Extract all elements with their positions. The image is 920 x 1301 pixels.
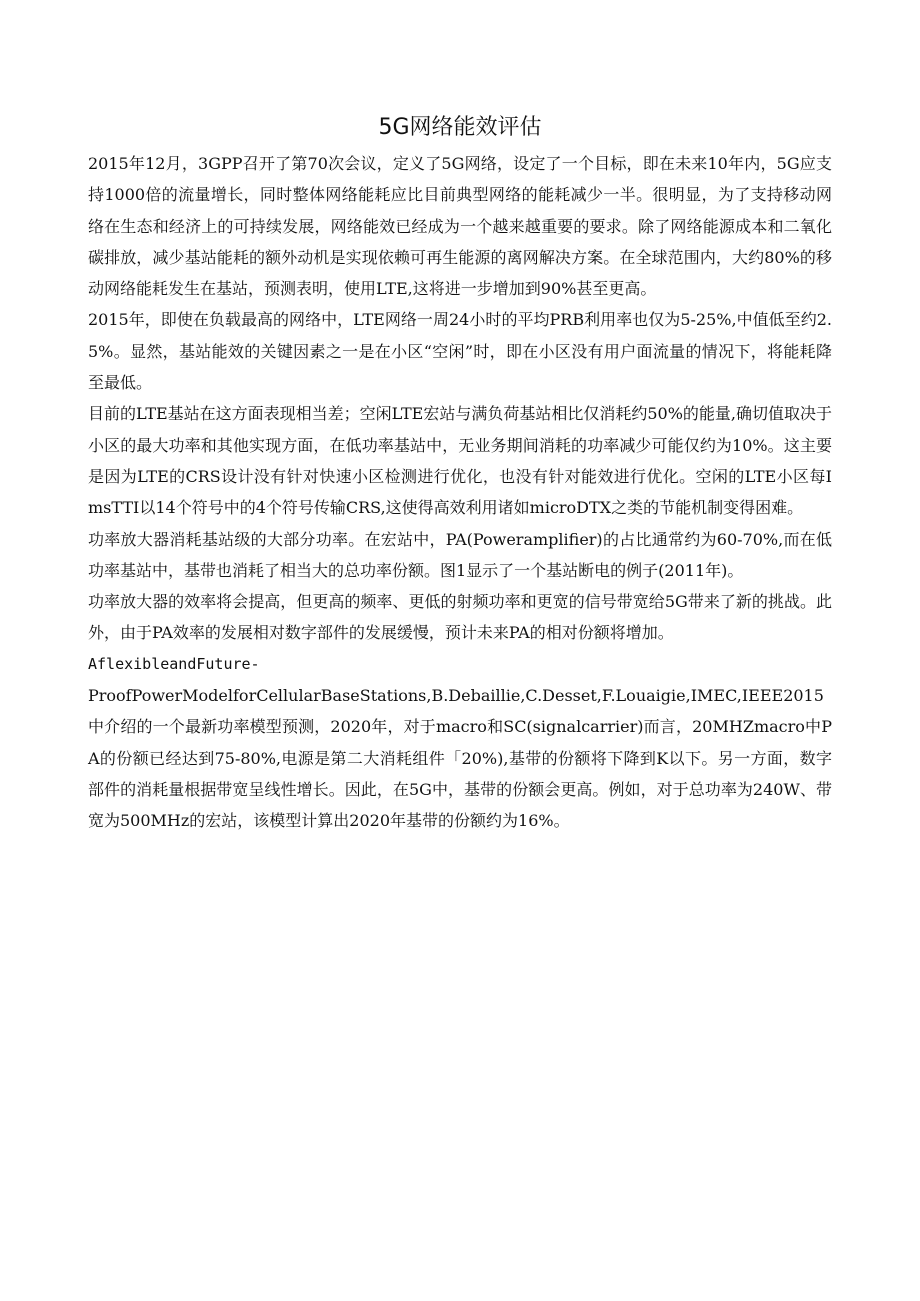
document-title: 5G网络能效评估 [378,115,542,140]
paragraph-pa-efficiency: 功率放大器的效率将会提高，但更高的频率、更低的射频功率和更宽的信号带宽给5G带来了新的挑战。此外，由于PA效率的发展相对数字部件的发展缓慢，预计未来PA的相对份额将增加。 [88,592,832,643]
paragraph-power-model-reference: ProofPowerModelforCellularBaseStations,B.Debaillie,C.Desset,F.Louaigie,IMEC,IEEE2015中介绍的一个最新功率模型预测，2020年，对于macro和SC(signalcarrier)而言，20MHZmacro中PA的份额已经达到75-80%,电源是第二大消耗组件「20%),基带的份额将下降到K以下。另一方面，数字部件的消耗量根据带宽呈线性增长。因此，在5G中，基带的份额会更高。例如，对于总功率为240W、带宽为500MHz的宏站，该模型计算出2020年基带的份额约为16%。 [88,686,832,831]
paragraph-power-amplifier-share: 功率放大器消耗基站级的大部分功率。在宏站中，PA(Poweramplifier)的占比通常约为60-70%,而在低功率基站中，基带也消耗了相当大的总功率份额。图1显示了一个基站断电的例子(2011年)。 [88,529,832,580]
paragraph-prb-utilization: 2015年，即使在负载最高的网络中，LTE网络一周24小时的平均PRB利用率也仅为5-25%,中值低至约2.5%。显然，基站能效的关键因素之一是在小区“空闲”时，即在小区没有用户面流量的情况下，将能耗降至最低。 [88,310,832,393]
paragraph-lte-idle-consumption: 目前的LTE基站在这方面表现相当差；空闲LTE宏站与满负荷基站相比仅消耗约50%的能量,确切值取决于小区的最大功率和其他实现方面，在低功率基站中，无业务期间消耗的功率减少可能仅约为10%。这主要是因为LTE的CRS设计没有针对快速小区检测进行优化，也没有针对能效进行优化。空闲的LTE小区每ImsTTI以14个符号中的4个符号传输CRS,这使得高效利用诸如microDTX之类的节能机制变得困难。 [88,404,832,518]
reference-title-line: AflexibleandFuture- [88,654,260,673]
document-page [88,108,832,837]
paragraph-3gpp-target: 2015年12月，3GPP召开了第70次会议，定义了5G网络，设定了一个目标，即在未来10年内，5G应支持1000倍的流量增长，同时整体网络能耗应比目前典型网络的能耗减少一半。很明显，为了支持移动网络在生态和经济上的可持续发展，网络能效已经成为一个越来越重要的要求。除了网络能源成本和二氧化碳排放，减少基站能耗的额外动机是实现依赖可再生能源的离网解决方案。在全球范围内，大约80%的移动网络能耗发生在基站，预测表明，使用LTE,这将进一步增加到90%甚至更高。 [88,154,832,299]
